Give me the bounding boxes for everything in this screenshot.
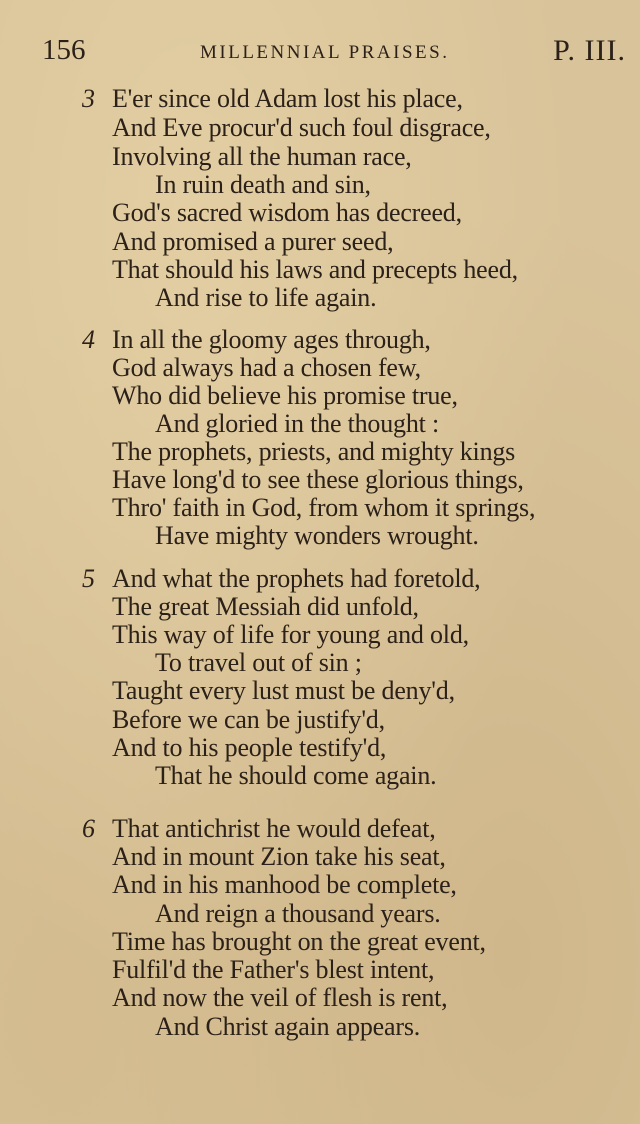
verse-line: Have long'd to see these glorious things,	[112, 465, 524, 494]
verse-line: And Eve procur'd such foul disgrace,	[112, 113, 491, 142]
verse-line: And in his manhood be complete,	[112, 870, 457, 899]
stanza-number: 3	[82, 84, 95, 113]
verse-line: Who did believe his promise true,	[112, 381, 458, 410]
verse-line: Fulfil'd the Father's blest intent,	[112, 955, 435, 984]
verse-line: Thro' faith in God, from whom it springs,	[112, 493, 536, 522]
verse-line: Have mighty wonders wrought.	[155, 521, 479, 550]
verse-line: E'er since old Adam lost his place,	[112, 84, 463, 113]
stanza-number: 5	[82, 564, 95, 593]
verse-line: Taught every lust must be deny'd,	[112, 676, 455, 705]
stanza-number: 6	[82, 814, 95, 843]
verse-line: God always had a chosen few,	[112, 353, 421, 382]
verse-line: That should his laws and precepts heed,	[112, 255, 518, 284]
verse-line: That antichrist he would defeat,	[112, 814, 436, 843]
page-number: 156	[42, 34, 86, 66]
verse-line: Time has brought on the great event,	[112, 927, 486, 956]
verse-line: Involving all the human race,	[112, 142, 412, 171]
stanza-number: 4	[82, 325, 95, 354]
verse-line: And promised a purer seed,	[112, 227, 394, 256]
running-title: MILLENNIAL PRAISES.	[200, 42, 450, 63]
verse-line: The prophets, priests, and mighty kings	[112, 437, 516, 466]
verse-line: That he should come again.	[155, 761, 437, 790]
verse-line: And in mount Zion take his seat,	[112, 842, 446, 871]
verse-line: And rise to life again.	[155, 283, 377, 312]
verse-line: And what the prophets had foretold,	[112, 564, 481, 593]
verse-line: The great Messiah did unfold,	[112, 592, 419, 621]
part-label: P. III.	[553, 34, 626, 67]
verse-line: Before we can be justify'd,	[112, 705, 385, 734]
page-header	[42, 30, 626, 70]
verse-line: To travel out of sin ;	[155, 648, 362, 677]
verse-line: And to his people testify'd,	[112, 733, 387, 762]
verse-line: God's sacred wisdom has decreed,	[112, 198, 462, 227]
verse-line: And gloried in the thought :	[155, 409, 439, 438]
verse-line: In ruin death and sin,	[155, 170, 371, 199]
verse-line: And reign a thousand years.	[155, 899, 441, 928]
verse-line: This way of life for young and old,	[112, 620, 469, 649]
verse-line: In all the gloomy ages through,	[112, 325, 431, 354]
verse-line: And now the veil of flesh is rent,	[112, 983, 448, 1012]
verse-line: And Christ again appears.	[155, 1012, 421, 1041]
